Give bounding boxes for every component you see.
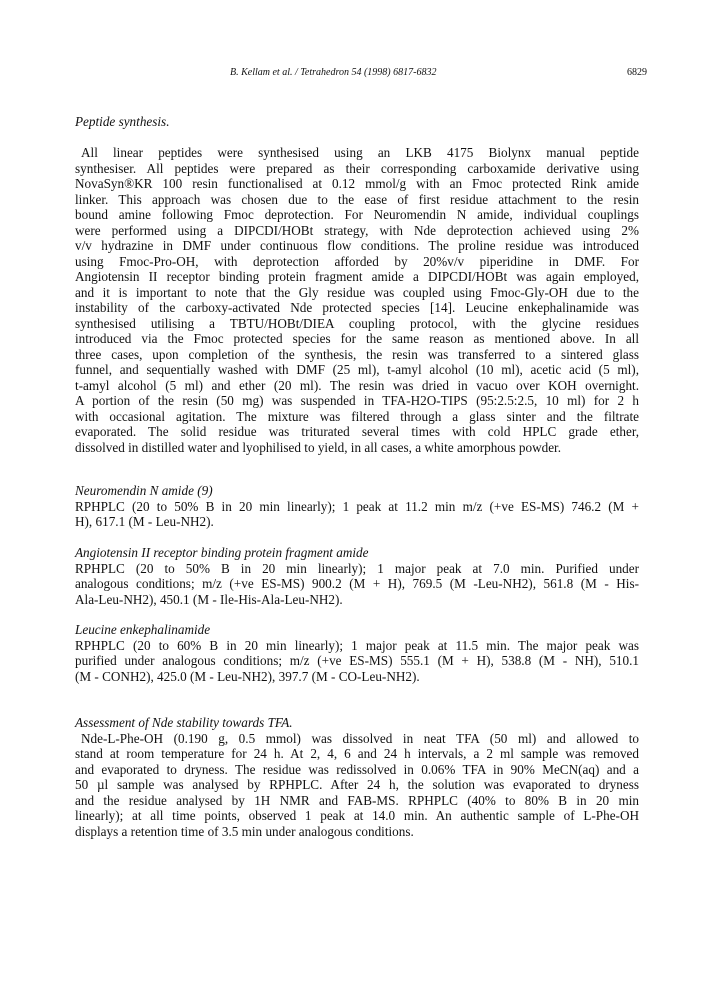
section-peptide-synthesis: [75, 114, 639, 130]
paragraph-line: and evaporated to dryness. The residue was redissolved in 0.06% TFA in 90% MeCN(aq) and a: [75, 761, 639, 777]
section-leucine: [75, 622, 639, 684]
paragraph-line: Ala-Leu-NH2), 450.1 (M - Ile-His-Ala-Leu-NH2).: [75, 591, 343, 607]
paragraph-line: and it is important to note that the Gly residue was coupled using Fmoc-Gly-OH due to the: [75, 284, 639, 300]
paragraph-line: bound amine following Fmoc deprotection. For Neuromendin N amide, individual couplings: [75, 207, 639, 222]
section-angiotensin: [75, 545, 639, 607]
paragraph-line: stand at room temperature for 24 h. At 2, 4, 6 and 24 h intervals, a 2 ml sample was removed: [75, 746, 639, 761]
paragraph-line: with occasional agitation. The mixture was filtered through a glass sinter and the filtrate: [75, 408, 639, 424]
paragraph-line: synthesised utilising a TBTU/HOBt/DIEA coupling protocol, with the glycine residues: [75, 315, 639, 331]
paragraph-line: Nde-L-Phe-OH (0.190 g, 0.5 mmol) was dissolved in neat TFA (50 ml) and allowed to: [81, 730, 639, 746]
compound-heading: Neuromendin N amide (9): [75, 483, 213, 498]
paragraph-line: t-amyl alcohol (5 ml) and ether (20 ml). The resin was dried in vacuo over KOH overnight.: [75, 377, 639, 393]
paragraph-line: linearly); at all time points, observed 1 peak at 14.0 min. An authentic sample of L-Phe-OH: [75, 808, 639, 823]
paragraph-line: H), 617.1 (M - Leu-NH2).: [75, 514, 214, 529]
page-number: 6829: [627, 67, 647, 78]
paragraph-line: synthesiser. All peptides were prepared as their corresponding carboxamide derivative using: [75, 160, 639, 176]
section-heading: Peptide synthesis.: [75, 114, 170, 129]
journal-citation: B. Kellam et al. / Tetrahedron 54 (1998) 6817-6832: [230, 67, 437, 78]
paragraph-line: purified under analogous conditions; m/z (+ve ES-MS) 555.1 (M + H), 538.8 (M - NH), 510.1: [75, 653, 639, 668]
paragraph-line: NovaSyn®KR 100 resin functionalised at 0.12 mmol/g with an Fmoc protected Rink amide: [75, 176, 639, 191]
paragraph-line: Angiotensin II receptor binding protein fragment amide a DIPCDI/HOBt was again employed,: [75, 269, 639, 284]
paragraph-line: linker. This approach was chosen due to the ease of first residue attachment to the resin: [75, 191, 639, 207]
paragraph-line: v/v hydrazine in DMF under continuous flow conditions. The proline residue was introduced: [75, 238, 639, 253]
paragraph-line: analogous conditions; m/z (+ve ES-MS) 900.2 (M + H), 769.5 (M -Leu-NH2), 561.8 (M - His-: [75, 576, 639, 591]
paragraph-line: All linear peptides were synthesised using an LKB 4175 Biolynx manual peptide: [81, 145, 639, 160]
paragraph-line: (M - CONH2), 425.0 (M - Leu-NH2), 397.7 (M - CO-Leu-NH2).: [75, 668, 420, 684]
section-neuromendin: [75, 483, 639, 530]
paragraph-line: evaporated. The solid residue was triturated several times with cold HPLC grade ether,: [75, 424, 639, 439]
paragraph-line: 50 µl sample was analysed by RPHPLC. After 24 h, the solution was evaporated to dryness: [75, 777, 639, 792]
paragraph-line: A portion of the resin (50 mg) was suspended in TFA-H2O-TIPS (95:2.5:2.5, 10 ml) for 2 h: [75, 393, 639, 408]
paragraph-line: funnel, and sequentially washed with DMF (25 ml), t-amyl alcohol (10 ml), acetic acid (5 ml),: [75, 362, 639, 377]
paragraph-line: dissolved in distilled water and lyophilised to yield, in all cases, a white amorphous powder.: [75, 439, 562, 455]
paragraph-line: RPHPLC (20 to 50% B in 20 min linearly); 1 major peak at 7.0 min. Purified under: [75, 560, 639, 576]
paragraph-line: RPHPLC (20 to 60% B in 20 min linearly); 1 major peak at 11.5 min. The major peak was: [75, 637, 639, 653]
compound-heading: Leucine enkephalinamide: [75, 622, 211, 637]
paragraph-line: were performed using a DIPCDI/HOBt strategy, with Nde deprotection achieved using 2%: [75, 222, 639, 238]
paragraph-line: using Fmoc-Pro-OH, with deprotection afforded by 20%v/v piperidine in DMF. For: [75, 253, 639, 269]
section-nde-stability: [75, 715, 639, 839]
paragraph-line: RPHPLC (20 to 50% B in 20 min linearly); 1 peak at 11.2 min m/z (+ve ES-MS) 746.2 (M +: [75, 498, 639, 514]
paragraph-line: and the residue analysed by 1H NMR and FAB-MS. RPHPLC (40% to 80% B in 20 min: [75, 792, 639, 808]
compound-heading: Angiotensin II receptor binding protein fragment amide: [75, 545, 369, 560]
paragraph-line: displays a retention time of 3.5 min under analogous conditions.: [75, 823, 414, 839]
paragraph-line: introduced via the Fmoc protected species for the same reason as mentioned above. In all: [75, 331, 639, 346]
paragraph-line: instability of the carboxy-activated Nde protected species [14]. Leucine enkephalinamide was: [75, 300, 639, 315]
paragraph-line: three cases, upon completion of the synthesis, the resin was transferred to a sintered glass: [75, 346, 639, 362]
peptide-synthesis-paragraph: [75, 145, 639, 455]
section-heading: Assessment of Nde stability towards TFA.: [75, 715, 293, 730]
